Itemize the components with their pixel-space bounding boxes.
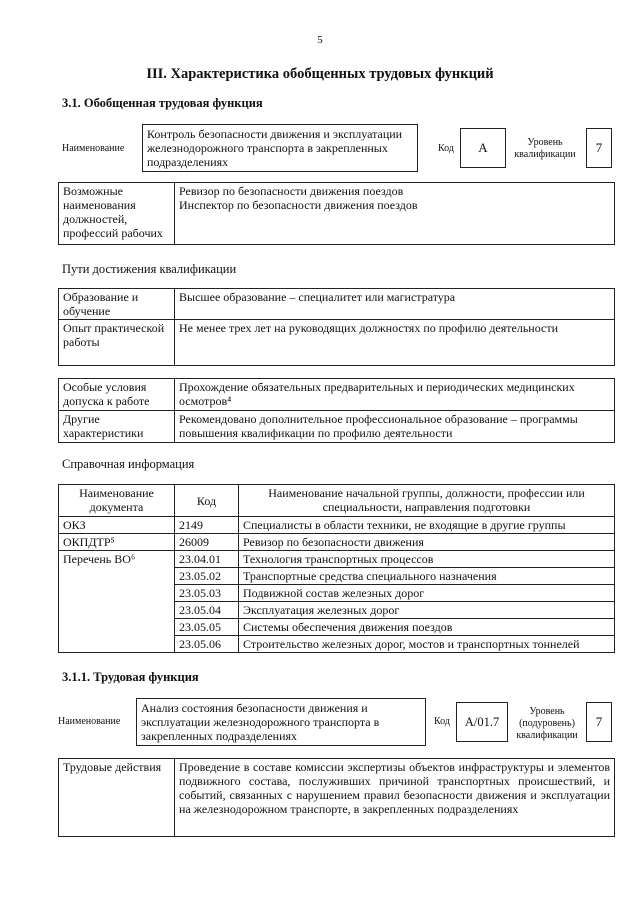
table-row xyxy=(59,320,615,366)
gtf-code-value: А xyxy=(460,128,506,168)
reference-heading: Справочная информация xyxy=(62,457,195,471)
column-header: Наименование документа xyxy=(59,485,175,517)
name-cell: Строительство железных дорог, мостов и транспортных тоннелей xyxy=(239,636,615,653)
positions-values xyxy=(175,183,615,245)
table-row xyxy=(59,759,615,837)
positions-table xyxy=(58,182,615,245)
name-cell: Системы обеспечения движения поездов xyxy=(239,619,615,636)
labor-actions-value: Проведение в составе комиссии экспертизы объектов инфраструктуры и элементов подвижного состава, послуживших причиной транспортных происшествий, и событий, связанных с нарушением правил безопасности движения и эксплуатации на железнодорожном транспорте, в закрепленных подразделениях xyxy=(175,759,615,837)
labor-actions-label: Трудовые действия xyxy=(59,759,175,837)
code-cell: 26009 xyxy=(175,534,239,551)
gtf-code-label: Код xyxy=(438,143,454,154)
doc-cell: ОКЗ xyxy=(59,517,175,534)
gtf-heading: 3.1. Обобщенная трудовая функция xyxy=(62,96,263,110)
position-item: Инспектор по безопасности движения поездов xyxy=(179,198,418,212)
code-cell: 23.05.04 xyxy=(175,602,239,619)
page-number: 5 xyxy=(317,34,323,46)
code-cell: 23.05.06 xyxy=(175,636,239,653)
paths-label: Опыт практической работы xyxy=(59,320,175,366)
table-row xyxy=(59,534,615,551)
paths-value: Не менее трех лет на руководящих должностях по профилю деятельности xyxy=(175,320,615,366)
gtf-level-value: 7 xyxy=(586,128,612,168)
name-cell: Ревизор по безопасности движения xyxy=(239,534,615,551)
name-cell: Специалисты в области техники, не входящие в другие группы xyxy=(239,517,615,534)
gtf-name-value: Контроль безопасности движения и эксплуатации железнодорожного транспорта в закрепленных подразделениях xyxy=(142,124,418,172)
table-row xyxy=(59,289,615,320)
conditions-label: Особые условия допуска к работе xyxy=(59,379,175,411)
table-row xyxy=(59,411,615,443)
code-cell: 23.04.01 xyxy=(175,551,239,568)
labor-actions-table xyxy=(58,758,615,837)
paths-label: Образование и обучение xyxy=(59,289,175,320)
paths-table xyxy=(58,288,615,366)
name-cell: Подвижной состав железных дорог xyxy=(239,585,615,602)
table-row xyxy=(59,379,615,411)
tf-name-value: Анализ состояния безопасности движения и эксплуатации железнодорожного транспорта в закрепленных подразделениях xyxy=(136,698,426,746)
tf-code-value: А/01.7 xyxy=(456,702,508,742)
conditions-label: Другие характеристики xyxy=(59,411,175,443)
reference-table xyxy=(58,484,615,653)
code-cell: 23.05.02 xyxy=(175,568,239,585)
doc-cell: Перечень ВО⁶ xyxy=(59,551,175,653)
name-cell: Технология транспортных процессов xyxy=(239,551,615,568)
position-item: Ревизор по безопасности движения поездов xyxy=(179,184,404,198)
positions-row xyxy=(59,183,615,245)
code-cell: 23.05.03 xyxy=(175,585,239,602)
table-header-row xyxy=(59,485,615,517)
column-header: Код xyxy=(175,485,239,517)
column-header: Наименование начальной группы, должности, профессии или специальности, направления подготовки xyxy=(239,485,615,517)
name-cell: Эксплуатация железных дорог xyxy=(239,602,615,619)
gtf-level-label: Уровень квалификации xyxy=(514,137,576,160)
tf-level-label: Уровень (подуровень) квалификации xyxy=(516,706,578,741)
table-row xyxy=(59,517,615,534)
name-cell: Транспортные средства специального назначения xyxy=(239,568,615,585)
section-title: III. Характеристика обобщенных трудовых функций xyxy=(146,66,494,82)
code-cell: 2149 xyxy=(175,517,239,534)
table-row xyxy=(59,551,615,568)
tf-level-value: 7 xyxy=(586,702,612,742)
conditions-value: Прохождение обязательных предварительных и периодических медицинских осмотров⁴ xyxy=(175,379,615,411)
conditions-table xyxy=(58,378,615,443)
gtf-name-label: Наименование xyxy=(62,143,125,154)
tf-heading: 3.1.1. Трудовая функция xyxy=(62,670,199,684)
tf-code-label: Код xyxy=(434,716,450,727)
tf-name-label: Наименование xyxy=(58,716,121,727)
doc-cell: ОКПДТР⁵ xyxy=(59,534,175,551)
paths-heading: Пути достижения квалификации xyxy=(62,262,237,276)
positions-label: Возможные наименования должностей, профессий рабочих xyxy=(59,183,175,245)
paths-value: Высшее образование – специалитет или магистратура xyxy=(175,289,615,320)
code-cell: 23.05.05 xyxy=(175,619,239,636)
conditions-value: Рекомендовано дополнительное профессиональное образование – программы повышения квалификации по профилю деятельности xyxy=(175,411,615,443)
